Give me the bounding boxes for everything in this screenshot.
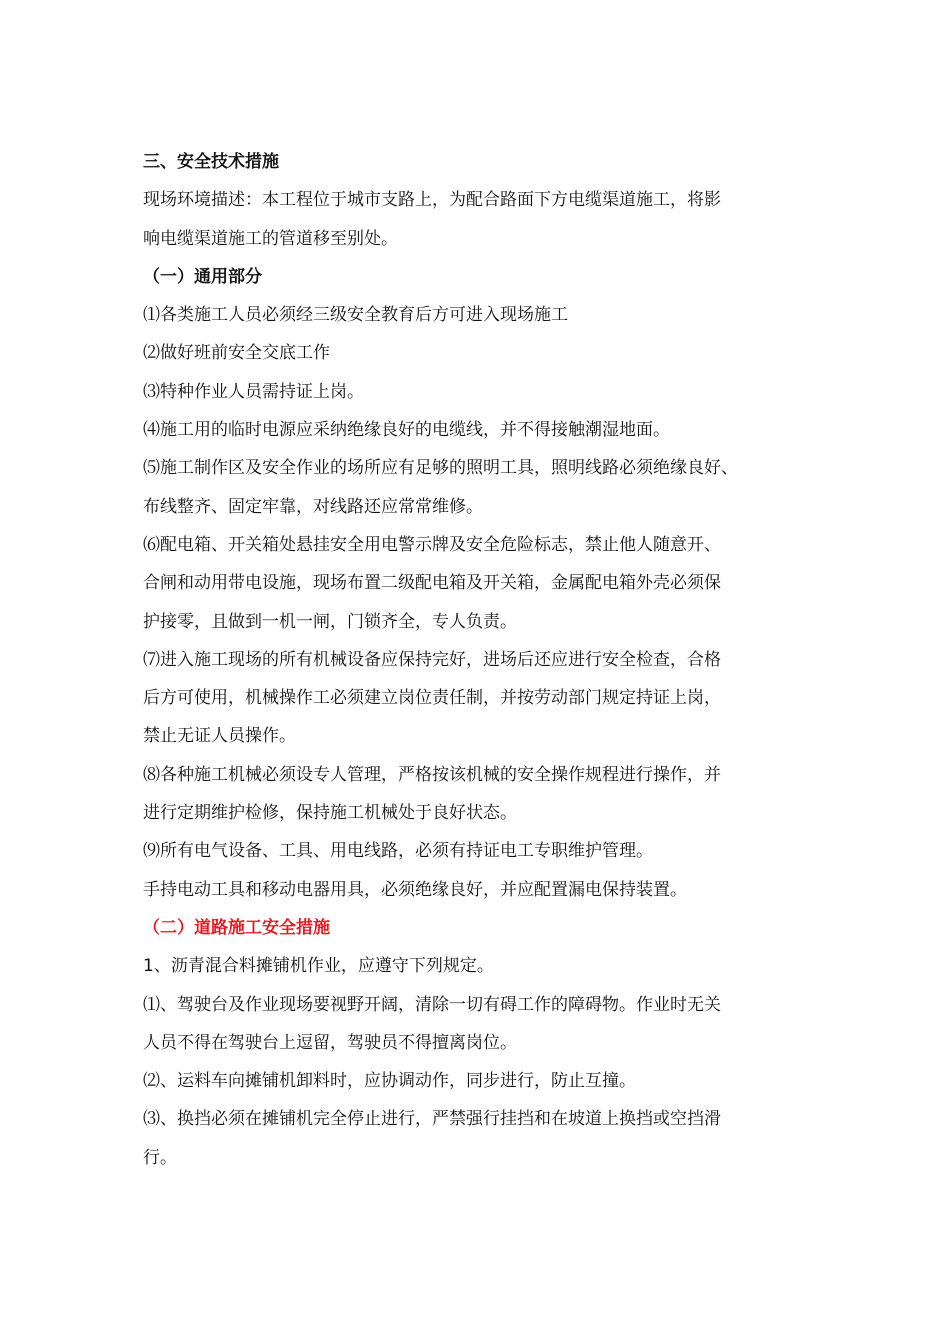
list-item-continuation: 禁止无证人员操作。 (143, 726, 296, 747)
list-item: ⑻各种施工机械必须设专人管理，严格按该机械的安全操作规程进行操作，并 (143, 764, 721, 785)
subsection-heading-red: （二）道路施工安全措施 (143, 917, 330, 938)
list-item-continuation: 合闸和动用带电设施，现场布置二级配电箱及开关箱，金属配电箱外壳必须保 (143, 573, 721, 594)
section-heading: 三、安全技术措施 (143, 152, 279, 172)
paragraph-line: 手持电动工具和移动电器用具，必须绝缘良好，并应配置漏电保持装置。 (143, 879, 687, 900)
list-item-continuation: 后方可使用，机械操作工必须建立岗位责任制，并按劳动部门规定持证上岗， (143, 688, 721, 709)
list-item-continuation: 护接零，且做到一机一闸，门锁齐全，专人负责。 (143, 611, 517, 632)
list-item: ⑺进入施工现场的所有机械设备应保持完好，进场后还应进行安全检查，合格 (143, 649, 721, 670)
list-item: ⑵做好班前安全交底工作 (143, 343, 330, 364)
paragraph-line: 响电缆渠道施工的管道移至别处。 (143, 228, 398, 249)
list-item-continuation: 布线整齐、固定牢靠，对线路还应常常维修。 (143, 496, 483, 517)
list-item: ⑶特种作业人员需持证上岗。 (143, 381, 364, 402)
paragraph-line: 现场环境描述：本工程位于城市支路上，为配合路面下方电缆渠道施工，将影 (143, 190, 721, 211)
list-item: 1、沥青混合料摊铺机作业，应遵守下列规定。 (143, 956, 494, 977)
list-item: ⑴、驾驶台及作业现场要视野开阔，清除一切有碍工作的障碍物。作业时无关 (143, 994, 721, 1015)
list-item: ⑴各类施工人员必须经三级安全教育后方可进入现场施工 (143, 305, 568, 326)
list-item-continuation: 行。 (143, 1147, 177, 1168)
list-item: ⑼所有电气设备、工具、用电线路，必须有持证电工专职维护管理。 (143, 841, 653, 862)
list-item: ⑷施工用的临时电源应采纳绝缘良好的电缆线，并不得接触潮湿地面。 (143, 420, 670, 441)
list-item: ⑸施工制作区及安全作业的场所应有足够的照明工具，照明线路必须绝缘良好、 (143, 458, 738, 479)
list-item: ⑵、运料车向摊铺机卸料时，应协调动作，同步进行，防止互撞。 (143, 1071, 636, 1092)
list-item: ⑶、换挡必须在摊铺机完全停止进行，严禁强行挂挡和在坡道上换挡或空挡滑 (143, 1109, 721, 1130)
subsection-heading: （一）通用部分 (143, 266, 262, 287)
document-body (143, 143, 823, 1177)
list-item: ⑹配电箱、开关箱处悬挂安全用电警示牌及安全危险标志，禁止他人随意开、 (143, 534, 721, 555)
list-item-continuation: 人员不得在驾驶台上逗留，驾驶员不得擅离岗位。 (143, 1032, 517, 1053)
list-item-continuation: 进行定期维护检修，保持施工机械处于良好状态。 (143, 803, 517, 824)
